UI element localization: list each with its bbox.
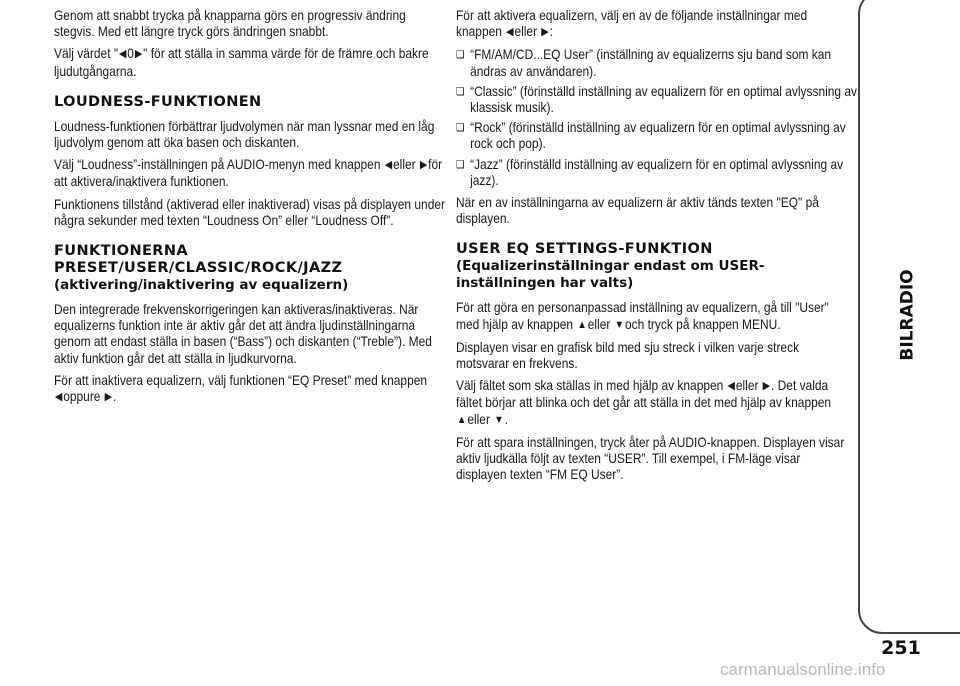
list-item: ❏ “Classic” (förinställd inställning av equalizern för en optimal avlyssning av klassisk musik).: [456, 84, 866, 116]
list-item: ❏ “FM/AM/CD...EQ User” (inställning av equalizerns sju band som kan ändras av användaren).: [456, 47, 866, 79]
triangle-left-icon: ◀: [384, 159, 393, 172]
triangle-up-icon: ▲: [577, 318, 587, 331]
triangle-left-icon: ◀: [54, 391, 63, 404]
list-item: ❏ “Rock” (förinställd inställning av equalizern för en optimal avlyssning av rock och pop).: [456, 120, 866, 152]
heading-preset-sub: (aktivering/inaktivering av equalizern): [54, 277, 349, 294]
paragraph: Genom att snabbt trycka på knapparna görs en progressiv ändring stegvis. Med ett längre tryck görs ändringen snabbt.: [54, 8, 406, 40]
triangle-left-icon: ◀: [118, 48, 127, 61]
triangle-left-icon: ◀: [506, 26, 514, 39]
list-item: ❏ “Jazz” (förinställd inställning av equalizern för en optimal avlyssning av jazz).: [456, 157, 866, 189]
paragraph: Välj “Loudness”-inställningen på AUDIO-menyn med knappen ◀eller ▶för att aktivera/inaktivera funktionen.: [54, 157, 443, 190]
triangle-up-icon: ▲: [456, 413, 467, 426]
triangle-right-icon: ▶: [104, 391, 113, 404]
triangle-right-icon: ▶: [419, 159, 428, 172]
paragraph: Välj fältet som ska ställas in med hjälp av knappen ◀eller ▶. Det valda fältet börjar att blinka och det går att ställa in det med hjälp av knappen ▲eller ▼.: [456, 378, 832, 427]
triangle-down-icon: ▼: [614, 318, 625, 331]
heading-preset: FUNKTIONERNA PRESET/USER/CLASSIC/ROCK/JAZZ (aktivering/inaktivering av equalizern): [54, 243, 446, 294]
heading-user-eq: USER EQ SETTINGS-FUNKTION (Equalizerinställningar endast om USER-inställningen har valts): [456, 241, 852, 292]
paragraph: Loudness-funktionen förbättrar ljudvolymen när man lyssnar med en låg ljudvolym genom att öka basen och diskanten.: [54, 118, 435, 151]
paragraph: För att göra en personanpassad inställning av equalizern, gå till "User" med hjälp av knappen ▲eller ▼och tryck på knappen MENU.: [456, 300, 829, 332]
paragraph: Displayen visar en grafisk bild med sju streck i vilken varje streck motsvarar en frekvens.: [456, 339, 800, 372]
left-column: [54, 8, 446, 412]
heading-loudness: LOUDNESS-FUNKTIONEN: [54, 93, 262, 110]
triangle-left-icon: ◀: [727, 380, 735, 393]
paragraph: Funktionens tillstånd (aktiverad eller inaktiverad) visas på displayen under några sekunder med texten “Loudness On” eller “Loudness Off”.: [54, 196, 445, 228]
paragraph: Den integrerade frekvenskorrigeringen kan aktiveras/inaktiveras. När equalizerns funktion inte är aktiv går det att ändra ljudinställningarna genom att endast ställa in basen (“Bass”) och diskanten (“Treble”). Med aktiv funktion går det att ställa in ljudkurvorna.: [54, 302, 432, 366]
equalizer-options-list: [456, 47, 858, 189]
triangle-right-icon: ▶: [762, 380, 771, 393]
section-label: BILRADIO: [898, 269, 919, 361]
watermark: carmanualsonline.info: [720, 660, 886, 679]
triangle-right-icon: ▶: [541, 26, 549, 39]
triangle-down-icon: ▼: [494, 413, 504, 426]
paragraph: Välj värdet "◀0▶" för att ställa in samma värde för de främre och bakre ljudutgångarna.: [54, 46, 429, 79]
page-number: 251: [881, 637, 921, 659]
heading-user-eq-sub: (Equalizerinställningar endast om USER-inställningen har valts): [456, 258, 765, 292]
paragraph: För att aktivera equalizern, välj en av de följande inställningar med knappen ◀eller ▶:: [456, 8, 808, 40]
paragraph: För att inaktivera equalizern, välj funktionen “EQ Preset” med knappen ◀oppure ▶.: [54, 372, 428, 405]
paragraph: När en av inställningarna av equalizern är aktiv tänds texten "EQ" på displayen.: [456, 195, 819, 227]
triangle-right-icon: ▶: [134, 48, 143, 61]
paragraph: För att spara inställningen, tryck åter på AUDIO-knappen. Displayen visar aktiv ljudkälla följt av texten “USER”. Till exempel, i FM-läge visar displayen texten “FM EQ User”.: [456, 434, 845, 483]
right-column: [456, 8, 858, 489]
